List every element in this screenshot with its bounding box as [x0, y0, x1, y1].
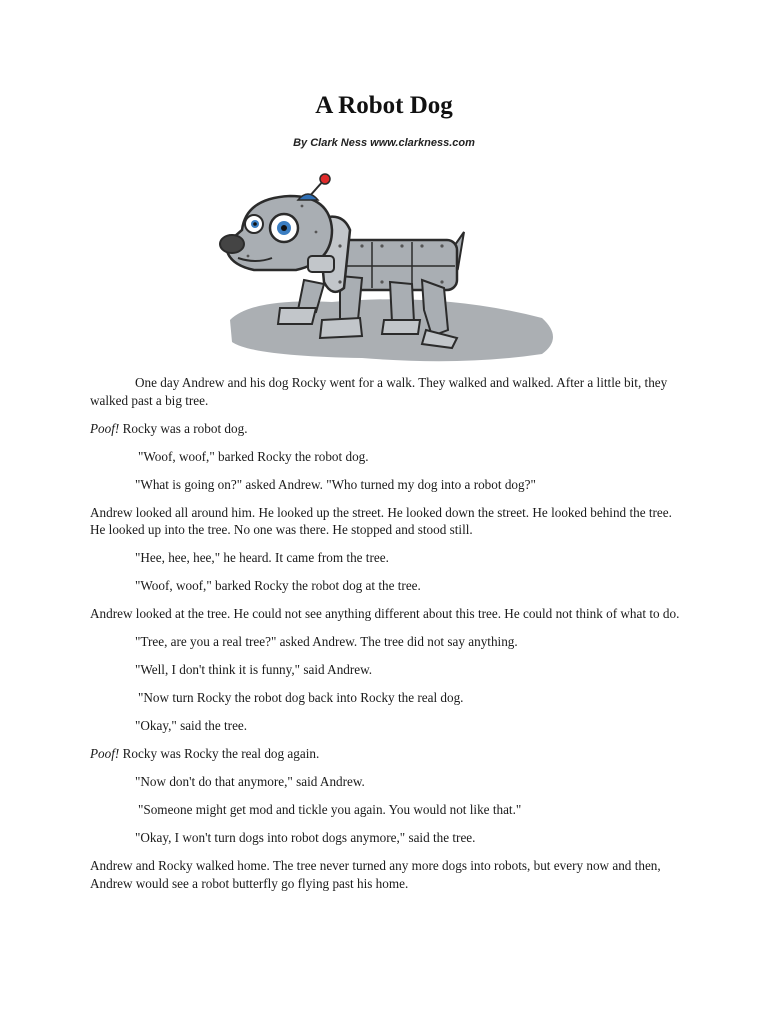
paragraph [90, 420, 690, 438]
paragraph: "Someone might get mod and tickle you again. You would not like that." [138, 802, 522, 817]
paragraph: Andrew looked all around him. He looked up the street. He looked down the street. He looked behind the tree. He looked up into the tree. No one was there. He stopped and stood still. [90, 504, 672, 537]
paragraph: "Okay, I won't turn dogs into robot dogs anymore," said the tree. [135, 830, 476, 845]
emphasis: Poof! [90, 420, 120, 436]
paragraph: "Now turn Rocky the robot dog back into Rocky the real dog. [138, 690, 464, 705]
paragraph: Andrew and Rocky walked home. The tree never turned any more dogs into robots, but every now and then, Andrew would see a robot butterfly go flying past his home. [90, 858, 661, 891]
paragraph: "Woof, woof," barked Rocky the robot dog. [138, 448, 369, 464]
paragraph: "Well, I don't think it is funny," said Andrew. [135, 662, 373, 677]
back-leg-shape [390, 282, 414, 322]
emphasis: Poof! [90, 746, 120, 761]
paragraph: One day Andrew and his dog Rocky went for a walk. They walked and walked. After a little bit, they walked past a big tree. [90, 375, 668, 408]
byline: By Clark Ness www.clarkness.com [293, 137, 475, 149]
antenna-base-shape [298, 194, 318, 200]
paragraph: "Tree, are you a real tree?" asked Andrew. The tree did not say anything. [135, 634, 518, 649]
paragraph: "Hee, hee, hee," he heard. It came from the tree. [135, 550, 389, 565]
nose-shape [220, 235, 244, 253]
robot-dog-illustration-icon [212, 170, 572, 370]
page-title: A Robot Dog [315, 92, 453, 119]
paragraph: Andrew looked at the tree. He could not see anything different about this tree. He could not think of what to do. [90, 606, 680, 621]
paragraph-text: Rocky was a robot dog. [119, 420, 248, 436]
antenna-tip-shape [320, 174, 330, 184]
paragraph [90, 745, 690, 763]
paragraph: "Now don't do that anymore," said Andrew. [135, 774, 365, 789]
paragraph: "Woof, woof," barked Rocky the robot dog at the tree. [135, 578, 421, 593]
paragraph-text: Rocky was Rocky the real dog again. [119, 746, 320, 761]
paragraph: "What is going on?" asked Andrew. "Who turned my dog into a robot dog?" [135, 476, 536, 492]
paragraph: "Okay," said the tree. [135, 718, 248, 733]
story-text [90, 374, 690, 903]
